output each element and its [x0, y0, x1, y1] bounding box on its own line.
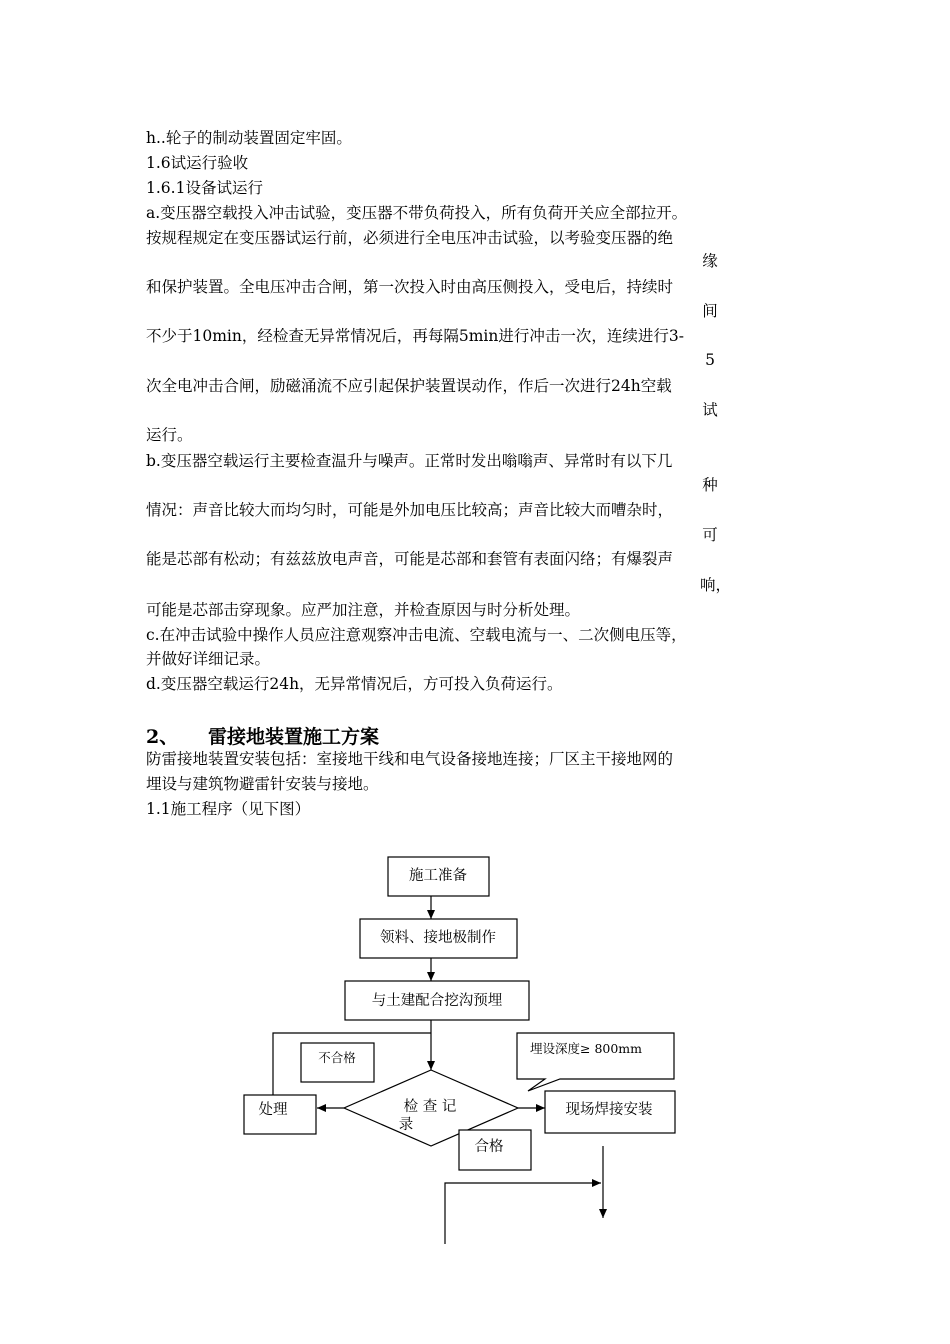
text-line: 和保护装置。全电压冲击合闸，第一次投入时由高压侧投入，受电后，持续时 [146, 278, 674, 296]
wrapped-char: 缘 [702, 252, 718, 270]
section-title: 雷接地装置施工方案 [208, 726, 380, 748]
wrapped-char: 响， [700, 576, 732, 594]
text-line: 运行。 [146, 426, 193, 444]
unqualified-label: 不合格 [318, 1050, 356, 1065]
subsection-heading: 1.6.1设备试运行 [146, 179, 263, 197]
text-line: h..轮子的制动装置固定牢固。 [146, 129, 352, 147]
text-line: 并做好详细记录。 [146, 650, 271, 668]
handle-label: 处理 [258, 1102, 288, 1118]
inspect-label-line1: 检 查 记 [403, 1099, 457, 1115]
flow-arrow [445, 1183, 601, 1244]
wrapped-char: 间 [702, 302, 718, 320]
text-line: 1.1施工程序（见下图） [146, 800, 311, 818]
section-number: 2、 [146, 726, 179, 748]
text-line: b.变压器空载运行主要检查温升与噪声。正常时发出嗡嗡声、异常时有以下几 [146, 452, 673, 470]
trench-label: 与土建配合挖沟预埋 [371, 993, 503, 1009]
text-line: 不少于10min，经检查无异常情况后，再每隔5min进行冲击一次，连续进行3- [146, 327, 684, 345]
inspect-label-line2: 录 [398, 1117, 414, 1133]
wrapped-char: 试 [702, 401, 718, 419]
qualified-label: 合格 [474, 1139, 504, 1155]
text-line: 埋设与建筑物避雷针安装与接地。 [146, 775, 379, 793]
text-line: 情况：声音比较大而均匀时，可能是外加电压比较高；声音比较大而嘈杂时， [146, 501, 674, 519]
text-line: 按规程规定在变压器试运行前，必须进行全电压冲击试验，以考验变压器的绝 [146, 229, 674, 247]
text-line: a.变压器空载投入冲击试验，变压器不带负荷投入，所有负荷开关应全部拉开。 [146, 204, 688, 222]
welding-label: 现场焊接安装 [565, 1102, 653, 1118]
text-line: c.在冲击试验中操作人员应注意观察冲击电流、空载电流与一、二次侧电压等， [146, 626, 687, 644]
materials-label: 领料、接地极制作 [380, 930, 496, 946]
wrapped-char: 可 [702, 526, 718, 544]
prepare-label: 施工准备 [409, 868, 467, 884]
wrapped-char: 种 [702, 476, 718, 494]
wrapped-char: 5 [705, 351, 715, 369]
depth-note: 埋设深度≥ 800mm [530, 1041, 643, 1056]
text-line: 防雷接地装置安装包括：室接地干线和电气设备接地连接；厂区主干接地网的 [146, 750, 674, 768]
text-line: d.变压器空载运行24h，无异常情况后，方可投入负荷运行。 [146, 675, 563, 693]
subsection-heading: 1.6试运行验收 [146, 154, 249, 172]
text-line: 次全电冲击合闸，励磁涌流不应引起保护装置误动作，作后一次进行24h空载 [146, 377, 672, 395]
text-line: 可能是芯部击穿现象。应严加注意，并检查原因与时分析处理。 [146, 601, 581, 619]
text-line: 能是芯部有松动；有兹兹放电声音，可能是芯部和套管有表面闪络；有爆裂声 [146, 550, 674, 568]
